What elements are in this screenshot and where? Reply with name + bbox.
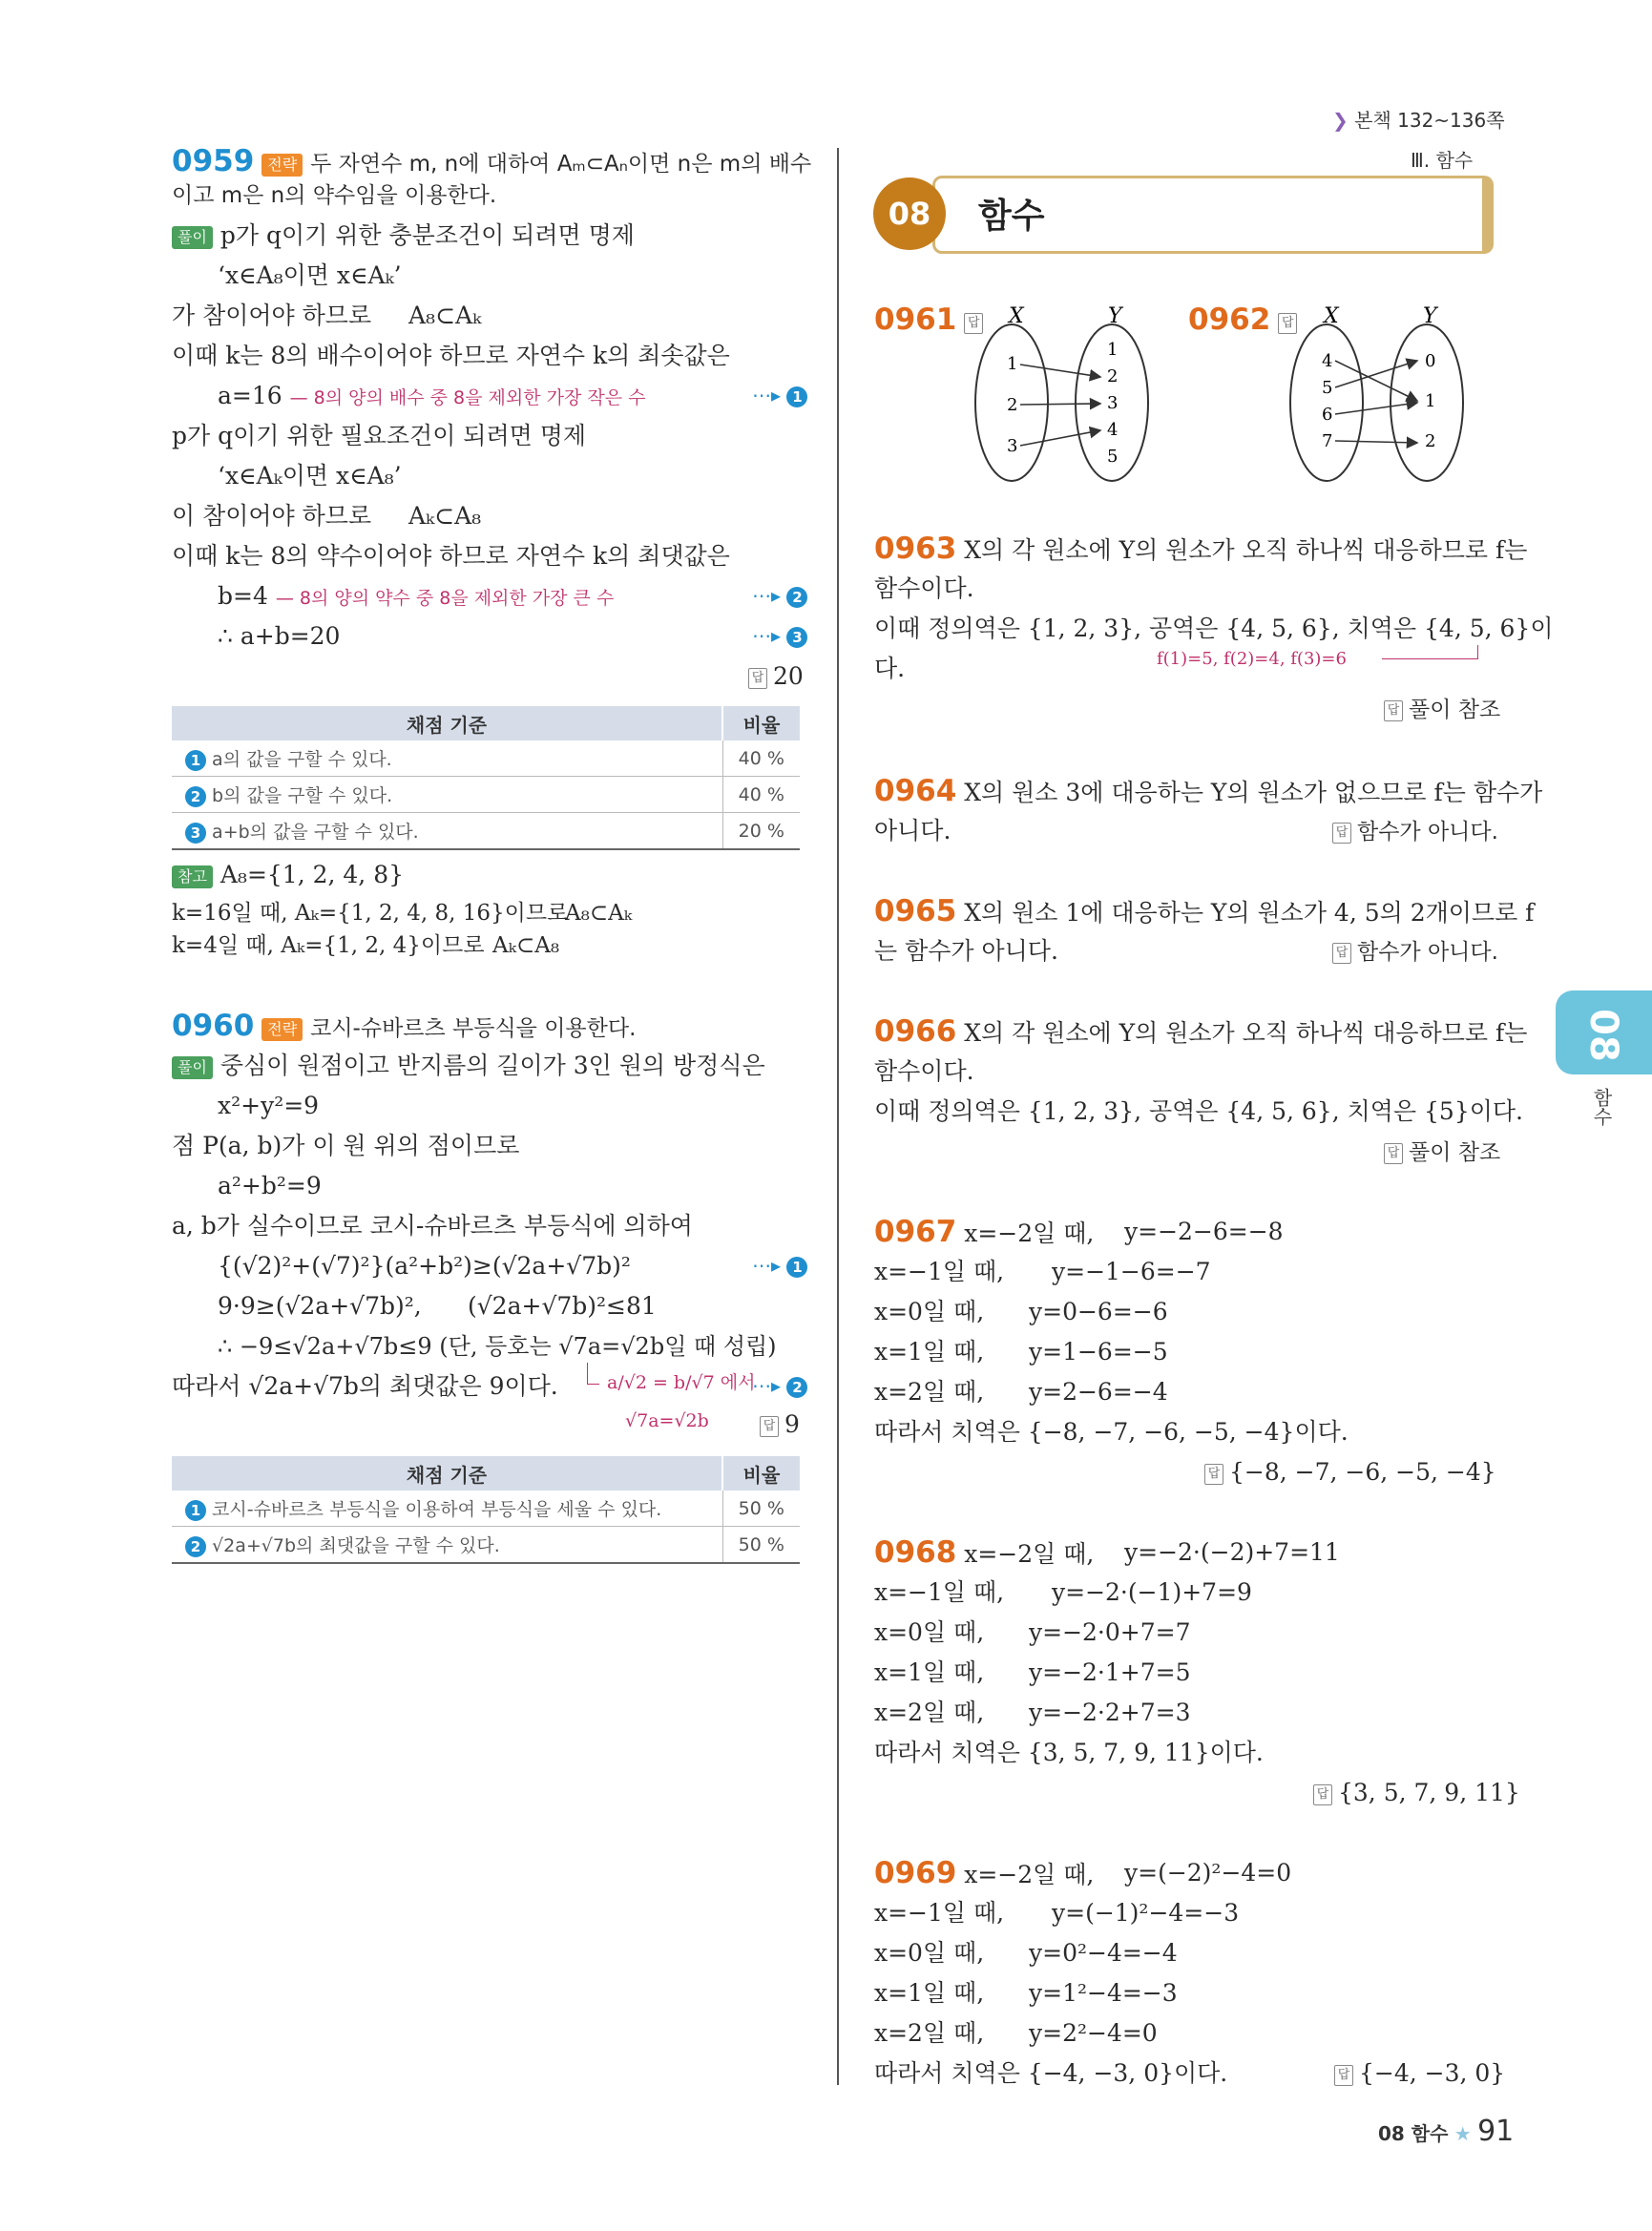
table-header: 채점 기준 (172, 1456, 722, 1491)
solution-line-6: {(√2)²+(√7)²}(a²+b²)≥(√2a+√7b)² (218, 1252, 631, 1280)
table-row (172, 777, 800, 813)
chevron-right-icon: ❯ (1332, 109, 1349, 132)
strategy-tag: 전략 (261, 154, 303, 177)
solution-line-3b: A₈⊂Aₖ (408, 302, 482, 329)
problem-0959-header (172, 145, 811, 180)
value-row: x=0일 때, (874, 1298, 985, 1325)
solution-line-8: ∴ −9≤√2a+√7b≤9 (단, 등호는 √7a=√2b일 때 성립) (218, 1333, 777, 1360)
y-element: 3 (1107, 393, 1119, 413)
problem-0966-line-2: 함수이다. (874, 1057, 974, 1085)
value-row: x=0일 때, (874, 1618, 985, 1646)
value-row: y=0²−4=−4 (1029, 1939, 1178, 1967)
solution-line-4: a²+b²=9 (218, 1172, 322, 1199)
step-marker-3: ⋯▸ 3 (752, 624, 807, 648)
value-row: y=−2·(−2)+7=11 (1124, 1538, 1340, 1566)
answer-0969: 답 {−4, −3, 0} (1334, 2057, 1505, 2090)
solution-line-2: ‘x∈A₈이면 x∈Aₖ’ (218, 261, 402, 289)
answer-icon: 답 (1332, 943, 1351, 964)
answer-icon: 답 (1332, 823, 1351, 844)
solution-line-7a: 9·9≥(√2a+√7b)², (218, 1292, 422, 1320)
solution-line-3: 점 P(a, b)가 이 원 위의 점이므로 (172, 1132, 520, 1159)
answer-icon: 답 (1204, 1464, 1223, 1485)
equality-note-2: √7a=√2b (625, 1410, 709, 1431)
answer-0964: 답 함수가 아니다. (1332, 815, 1498, 848)
solution-line-11: ∴ a+b=20 (218, 622, 341, 650)
value-row: x=0일 때, (874, 1939, 985, 1967)
table-cell: 1 코시-슈바르츠 부등식을 이용하여 부등식을 세울 수 있다. (172, 1491, 722, 1527)
chapter-number: 08 (888, 196, 931, 232)
y-element: 5 (1107, 447, 1119, 467)
set-x-ellipse (1290, 324, 1363, 481)
value-row: y=2²−4=0 (1029, 2019, 1158, 2047)
table-cell: 1 a의 값을 구할 수 있다. (172, 740, 722, 777)
value-row: y=−2·(−1)+7=9 (1052, 1578, 1252, 1606)
x-element: 7 (1322, 431, 1333, 451)
table-header-row (172, 706, 800, 740)
chapter-banner (873, 174, 1498, 254)
equality-note (587, 1363, 599, 1385)
answer-0966: 답 풀이 참조 (1384, 1136, 1500, 1169)
table-row (172, 813, 800, 850)
table-cell: 2 √2a+√7b의 최댓값을 구할 수 있다. (172, 1527, 722, 1564)
set-y-label: Y (1423, 305, 1437, 328)
step-marker-2: ⋯▸ 2 (752, 584, 807, 608)
answer-icon: 답 (748, 668, 767, 689)
mapping-arrow (1020, 404, 1100, 405)
answer-0960: 답 9 (760, 1408, 800, 1441)
b-value-note: — 8의 양의 약수 중 8을 제외한 가장 큰 수 (275, 588, 615, 609)
value-row: y=1−6=−5 (1029, 1338, 1168, 1366)
equality-note-1: a/√2 = b/√7 에서 (607, 1372, 756, 1393)
problem-0966-line-3: 이때 정의역은 {1, 2, 3}, 공역은 {4, 5, 6}, 치역은 {5}이다. (874, 1097, 1523, 1125)
column-divider (837, 148, 839, 2085)
chapter-banner-right-edge (1482, 176, 1494, 254)
value-row: y=−2−6=−8 (1124, 1218, 1284, 1245)
table-cell: 40 % (722, 777, 800, 813)
conclusion: 따라서 치역은 {−4, −3, 0}이다. (874, 2059, 1228, 2087)
solution-text: p가 q이기 위한 충분조건이 되려면 명제 (220, 221, 635, 249)
table-header: 비율 (722, 706, 800, 740)
table-header: 채점 기준 (172, 706, 722, 740)
problem-number: 0964 (874, 774, 957, 808)
mapping-arrow (1335, 403, 1417, 414)
side-tab-number: 08 (1580, 1009, 1625, 1062)
a-value-note: — 8의 양의 배수 중 8을 제외한 가장 작은 수 (289, 387, 646, 408)
strategy-text: 코시-슈바르츠 부등식을 이용한다. (310, 1016, 637, 1041)
strategy-text-cont: 이고 m은 n의 약수임을 이용한다. (172, 183, 497, 208)
problem-0965-line-2: 는 함수가 아니다. (874, 937, 1058, 965)
section-label: Ⅲ. 함수 (1411, 149, 1474, 172)
value-row: y=0−6=−6 (1029, 1298, 1168, 1325)
table-cell: 50 % (722, 1527, 800, 1564)
y-element: 4 (1107, 420, 1119, 440)
value-row: x=2일 때, (874, 2019, 985, 2047)
problem-number: 0962 (1188, 302, 1271, 337)
problem-0963-line-4: 다. (874, 655, 906, 682)
value-row: y=−2·2+7=3 (1029, 1699, 1191, 1726)
problem-number: 0968 (874, 1535, 957, 1570)
mapping-arrow (1335, 361, 1417, 401)
problem-0963-line-3: 이때 정의역은 {1, 2, 3}, 공역은 {4, 5, 6}, 치역은 {4, 5, 6}이 (874, 615, 1554, 642)
y-element: 1 (1107, 340, 1119, 360)
value-row: y=(−1)²−4=−3 (1052, 1899, 1240, 1927)
reference-line-2a: k=16일 때, Aₖ={1, 2, 4, 8, 16}이므로 (172, 901, 569, 926)
x-element: 4 (1322, 351, 1333, 371)
y-element: 2 (1425, 431, 1436, 451)
answer-icon: 답 (1278, 313, 1297, 334)
problem-number: 0969 (874, 1856, 957, 1890)
solution-line-4: 이때 k는 8의 배수이어야 하므로 자연수 k의 최솟값은 (172, 342, 730, 369)
answer-icon: 답 (964, 313, 983, 334)
note-connector (1382, 645, 1478, 659)
table-cell: 2 b의 값을 구할 수 있다. (172, 777, 722, 813)
page-footer (1378, 2115, 1514, 2148)
chapter-title: 함수 (978, 197, 1045, 236)
function-values-note: f(1)=5, f(2)=4, f(3)=6 (1157, 649, 1347, 669)
solution-line-8b: Aₖ⊂A₈ (408, 502, 482, 530)
page-number: 91 (1477, 2115, 1515, 2148)
value-row: x=−1일 때, (874, 1899, 1005, 1927)
solution-tag: 풀이 (172, 1056, 213, 1079)
table-header: 비율 (722, 1456, 800, 1491)
value-row: y=2−6=−4 (1029, 1378, 1168, 1406)
x-element: 2 (1007, 395, 1018, 415)
value-row: x=1일 때, (874, 1338, 985, 1366)
problem-0960-header (172, 1010, 636, 1045)
reference-line-3a: k=4일 때, Aₖ={1, 2, 4}이므로 (172, 933, 485, 958)
solution-line-5 (218, 380, 645, 414)
star-icon: ★ (1453, 2122, 1472, 2145)
mapping-arrow (1335, 441, 1417, 443)
step-marker-1: ⋯▸ 1 (752, 384, 807, 407)
b-value: b=4 (218, 582, 268, 610)
footer-chapter: 08 함수 (1378, 2122, 1449, 2145)
answer-icon: 답 (1313, 1784, 1332, 1805)
problem-0968-row-0: 0968 x=−2일 때, (874, 1535, 1095, 1570)
value-row: x=2일 때, (874, 1378, 985, 1406)
answer-icon: 답 (1384, 1143, 1403, 1164)
solution-line-7: ‘x∈Aₖ이면 x∈A₈’ (218, 462, 402, 490)
y-element: 0 (1425, 351, 1436, 371)
problem-number: 0966 (874, 1014, 957, 1049)
step-marker-2: ⋯▸ 2 (752, 1374, 807, 1398)
solution-line-10 (218, 580, 614, 615)
problem-number: 0959 (172, 144, 255, 178)
grading-table-0959 (172, 706, 800, 850)
x-element: 6 (1322, 405, 1333, 425)
table-cell: 50 % (722, 1491, 800, 1527)
chapter-number-badge (873, 177, 946, 250)
problem-0964-line-1: 0964 X의 원소 3에 대응하는 Y의 원소가 없으므로 f는 함수가 (874, 774, 1543, 808)
y-element: 1 (1425, 391, 1436, 411)
answer-icon: 답 (1334, 2065, 1353, 2086)
problem-0967-row-0: 0967 x=−2일 때, (874, 1215, 1095, 1249)
answer-0963: 답 풀이 참조 (1384, 693, 1500, 726)
problem-number: 0967 (874, 1215, 957, 1249)
set-y-label: Y (1108, 305, 1122, 328)
value-row: x=1일 때, (874, 1658, 985, 1686)
problem-number: 0963 (874, 532, 957, 566)
solution-line-3a: 가 참이어야 하므로 (172, 302, 372, 329)
mapping-diagram-0962 (1284, 305, 1494, 487)
problem-number: 0961 (874, 302, 957, 337)
problem-0965-line-1: 0965 X의 원소 1에 대응하는 Y의 원소가 4, 5의 2개이므로 f (874, 894, 1535, 928)
mapping-diagram-0961 (969, 305, 1179, 487)
answer-0968: 답 {3, 5, 7, 9, 11} (1313, 1777, 1520, 1809)
value-row: y=(−2)²−4=0 (1124, 1859, 1292, 1887)
solution-line-6: p가 q이기 위한 필요조건이 되려면 명제 (172, 422, 586, 449)
table-row (172, 1527, 800, 1564)
strategy-text: 두 자연수 m, n에 대하여 Aₘ⊂Aₙ이면 n은 m의 배수 (310, 152, 812, 177)
answer-0967: 답 {−8, −7, −6, −5, −4} (1204, 1456, 1496, 1489)
solution-line-9: 따라서 √2a+√7b의 최댓값은 9이다. (172, 1372, 558, 1400)
step-marker-1: ⋯▸ 1 (752, 1254, 807, 1278)
table-cell: 20 % (722, 813, 800, 850)
page-ref-text: 본책 132~136쪽 (1354, 109, 1505, 132)
y-element: 2 (1107, 366, 1119, 386)
strategy-tag: 전략 (261, 1018, 303, 1041)
problem-number: 0965 (874, 894, 957, 928)
value-row: x=−1일 때, (874, 1258, 1005, 1285)
value-row: y=−2·1+7=5 (1029, 1658, 1191, 1686)
value-row: x=−1일 때, (874, 1578, 1005, 1606)
problem-0964-line-2: 아니다. (874, 817, 951, 844)
table-row (172, 740, 800, 777)
problem-0966-line-1: 0966 X의 각 원소에 Y의 원소가 오직 하나씩 대응하므로 f는 (874, 1014, 1528, 1049)
side-chapter-tab (1556, 990, 1652, 1074)
value-row: x=2일 때, (874, 1699, 985, 1726)
table-cell: 40 % (722, 740, 800, 777)
reference-tag: 참고 (172, 865, 213, 888)
problem-number: 0960 (172, 1009, 255, 1043)
problem-0963-line-2: 함수이다. (874, 574, 974, 602)
answer-icon: 답 (1384, 700, 1403, 721)
problem-0963-line-1: 0963 X의 각 원소에 Y의 원소가 오직 하나씩 대응하므로 f는 (874, 532, 1528, 566)
set-x-label: X (1009, 305, 1024, 328)
reference-line-2b: A₈⊂Aₖ (565, 901, 633, 926)
x-element: 5 (1322, 378, 1333, 398)
mapping-arrow (1335, 361, 1417, 387)
value-row: y=−2·0+7=7 (1029, 1618, 1191, 1646)
conclusion: 따라서 치역은 {−8, −7, −6, −5, −4}이다. (874, 1418, 1349, 1446)
solution-tag: 풀이 (172, 226, 213, 249)
value-row: y=1²−4=−3 (1029, 1979, 1178, 2007)
solution-line-7b: (√2a+√7b)²≤81 (468, 1292, 657, 1320)
problem-0969-row-0: 0969 x=−2일 때, (874, 1856, 1095, 1890)
table-cell: 3 a+b의 값을 구할 수 있다. (172, 813, 722, 850)
mapping-arrow (1020, 365, 1100, 377)
reference-line-1: 참고 A₈={1, 2, 4, 8} (172, 859, 404, 891)
x-element: 3 (1007, 436, 1018, 456)
page-reference (1332, 105, 1505, 133)
conclusion: 따라서 치역은 {3, 5, 7, 9, 11}이다. (874, 1739, 1264, 1766)
answer-icon: 답 (760, 1416, 779, 1437)
side-tab-label: 함수 (1590, 1088, 1613, 1126)
solution-line-9: 이때 k는 8의 약수이어야 하므로 자연수 k의 최댓값은 (172, 542, 730, 570)
solution-line-1 (172, 219, 635, 252)
solution-line-5: a, b가 실수이므로 코시-슈바르츠 부등식에 의하여 (172, 1212, 693, 1240)
value-row: x=1일 때, (874, 1979, 985, 2007)
solution-line-2: x²+y²=9 (218, 1092, 320, 1119)
grading-table-0960 (172, 1456, 800, 1564)
a-value: a=16 (218, 382, 282, 409)
set-x-label: X (1324, 305, 1339, 328)
table-row (172, 1491, 800, 1527)
reference-line-3b: Aₖ⊂A₈ (492, 933, 560, 958)
answer-0959: 답 20 (748, 660, 804, 693)
solution-line-8a: 이 참이어야 하므로 (172, 502, 372, 530)
value-row: y=−1−6=−7 (1052, 1258, 1211, 1285)
answer-0965: 답 함수가 아니다. (1332, 935, 1498, 969)
mapping-arrow (1020, 430, 1100, 446)
solution-line-1: 풀이 중심이 원점이고 반지름의 길이가 3인 원의 방정식은 (172, 1050, 765, 1082)
x-element: 1 (1007, 354, 1018, 374)
table-header-row (172, 1456, 800, 1491)
